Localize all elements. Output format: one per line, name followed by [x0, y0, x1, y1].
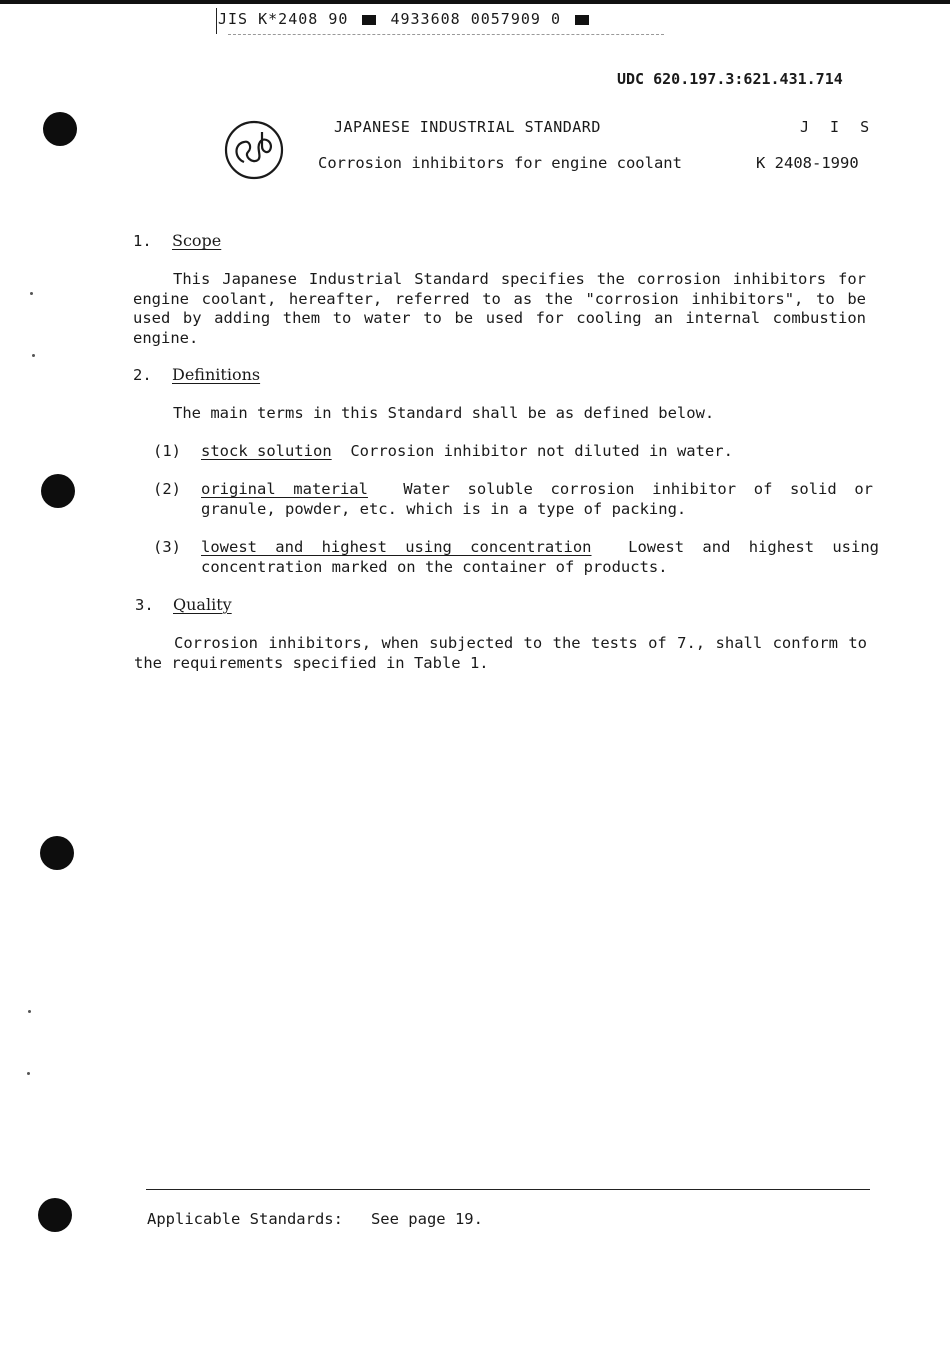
- section-number: 3.: [135, 596, 154, 614]
- definitions-intro: The main terms in this Standard shall be as defined below.: [173, 404, 715, 422]
- scan-code-left: JIS K*2408 90: [218, 10, 349, 28]
- definition-text: Lowest and highest using concentration marked on the container of products.: [201, 538, 879, 576]
- definition-term: lowest and highest using concentration: [201, 538, 592, 556]
- scan-speck: [28, 1010, 31, 1013]
- section-number: 1.: [133, 232, 152, 250]
- footer-rule: [146, 1189, 870, 1190]
- footer-applicable-standards: [147, 1210, 483, 1228]
- punch-hole: [43, 112, 77, 146]
- punch-hole: [41, 474, 75, 508]
- definition-text: Water soluble corrosion inhibitor of solid or granule, powder, etc. which is in a type of packing.: [201, 480, 873, 518]
- definition-item: [201, 442, 873, 462]
- scan-speck: [30, 292, 33, 295]
- scan-code-mid: 4933608 0057909 0: [390, 10, 561, 28]
- udc-code: UDC 620.197.3:621.431.714: [617, 70, 843, 88]
- punch-hole: [38, 1198, 72, 1232]
- document-code: K 2408-1990: [756, 154, 859, 172]
- definition-number: (3): [153, 538, 181, 556]
- document-subtitle: Corrosion inhibitors for engine coolant: [318, 154, 682, 172]
- section-title-definitions: Definitions: [172, 365, 261, 384]
- definition-term: stock solution: [201, 442, 332, 460]
- quality-paragraph: Corrosion inhibitors, when subjected to the tests of 7., shall conform to the requirements specified in Table 1.: [134, 634, 867, 672]
- section-number: 2.: [133, 366, 152, 384]
- scan-block-icon: [575, 15, 589, 25]
- scan-block-icon: [362, 15, 376, 25]
- definition-number: (2): [153, 480, 181, 498]
- section-title-scope: Scope: [172, 231, 222, 250]
- scan-speck: [27, 1072, 30, 1075]
- punch-hole: [40, 836, 74, 870]
- section-title-quality: Quality: [173, 595, 232, 614]
- scan-underline: [228, 34, 664, 35]
- scan-speck: [32, 354, 35, 357]
- definition-text: Corrosion inhibitor not diluted in water.: [350, 442, 733, 460]
- scope-paragraph: This Japanese Industrial Standard specifies the corrosion inhibitors for engine coolant, hereafter, referred to as the "corrosion inhibitors", to be used by adding them to water to be used for cooling an internal combustion engine.: [133, 270, 866, 347]
- standard-title: JAPANESE INDUSTRIAL STANDARD: [334, 118, 601, 136]
- footer-value: See page 19.: [370, 1210, 483, 1228]
- scan-tick: [216, 8, 217, 34]
- scan-code-line: [218, 10, 593, 28]
- definition-item: [201, 480, 873, 519]
- top-scan-rule: [0, 0, 950, 4]
- footer-label: Applicable Standards:: [147, 1210, 343, 1228]
- jis-logo-icon: [222, 118, 286, 182]
- definition-number: (1): [153, 442, 181, 460]
- definition-item: [201, 538, 879, 577]
- jis-mark: J I S: [800, 118, 876, 136]
- definition-term: original material: [201, 480, 368, 498]
